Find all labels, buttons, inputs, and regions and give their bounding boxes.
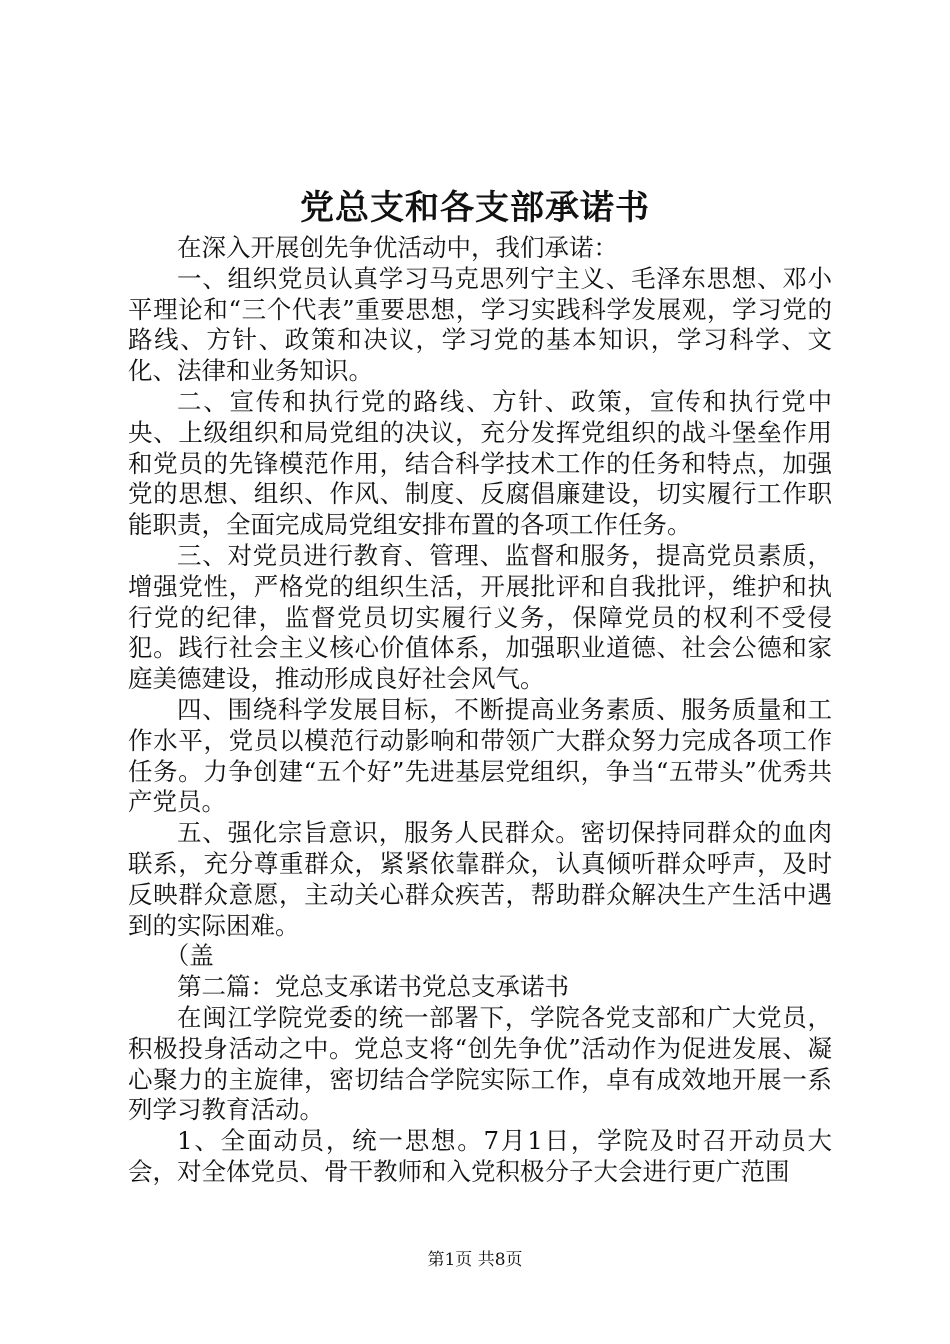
paragraph-second-item-1: 1、全面动员，统一思想。7月1日，学院及时召开动员大会，对全体党员、骨干教师和入党积极分子大会进行更广范围	[128, 1126, 832, 1186]
paragraph-item-1: 一、组织党员认真学习马克思列宁主义、毛泽东思想、邓小平理论和“三个代表”重要思想，学习实践科学发展观，学习党的路线、方针、政策和决议，学习党的基本知识，学习科学、文化、法律和业务知识。	[128, 263, 832, 386]
paragraph-item-2: 二、宣传和执行党的路线、方针、政策，宣传和执行党中央、上级组织和局党组的决议，充分发挥党组织的战斗堡垒作用和党员的先锋模范作用，结合科学技术工作的任务和特点，加强党的思想、组织、作风、制度、反腐倡廉建设，切实履行工作职能职责，全面完成局党组安排布置的各项工作任务。	[128, 386, 832, 540]
paragraph-item-4: 四、围绕科学发展目标，不断提高业务素质、服务质量和工作水平，党员以模范行动影响和带领广大群众努力完成各项工作任务。力争创建“五个好”先进基层党组织，争当“五带头”优秀共产党员。	[128, 694, 832, 817]
paragraph-item-5: 五、强化宗旨意识，服务人民群众。密切保持同群众的血肉联系，充分尊重群众，紧紧依靠群众，认真倾听群众呼声，及时反映群众意愿，主动关心群众疾苦，帮助群众解决生产生活中遇到的实际困难。	[128, 818, 832, 940]
document-body	[128, 233, 832, 1188]
document-title: 党总支和各支部承诺书	[300, 188, 650, 228]
section-heading-second: 第二篇：党总支承诺书党总支承诺书	[177, 972, 569, 1002]
paragraph-second-intro: 在闽江学院党委的统一部署下，学院各党支部和广大党员，积极投身活动之中。党总支将“创先争优”活动作为促进发展、凝心聚力的主旋律，密切结合学院实际工作，卓有成效地开展一系列学习教育活动。	[128, 1002, 832, 1125]
paragraph-intro: 在深入开展创先争优活动中，我们承诺：	[177, 233, 618, 262]
paragraph-seal-fragment: （盖	[164, 941, 214, 971]
paragraph-item-3: 三、对党员进行教育、管理、监督和服务，提高党员素质，增强党性，严格党的组织生活，开展批评和自我批评，维护和执行党的纪律，监督党员切实履行义务，保障党员的权利不受侵犯。践行社会主义核心价值体系，加强职业道德、社会公德和家庭美德建设，推动形成良好社会风气。	[128, 540, 832, 694]
page-number-footer: 第1页 共8页	[427, 1250, 523, 1270]
